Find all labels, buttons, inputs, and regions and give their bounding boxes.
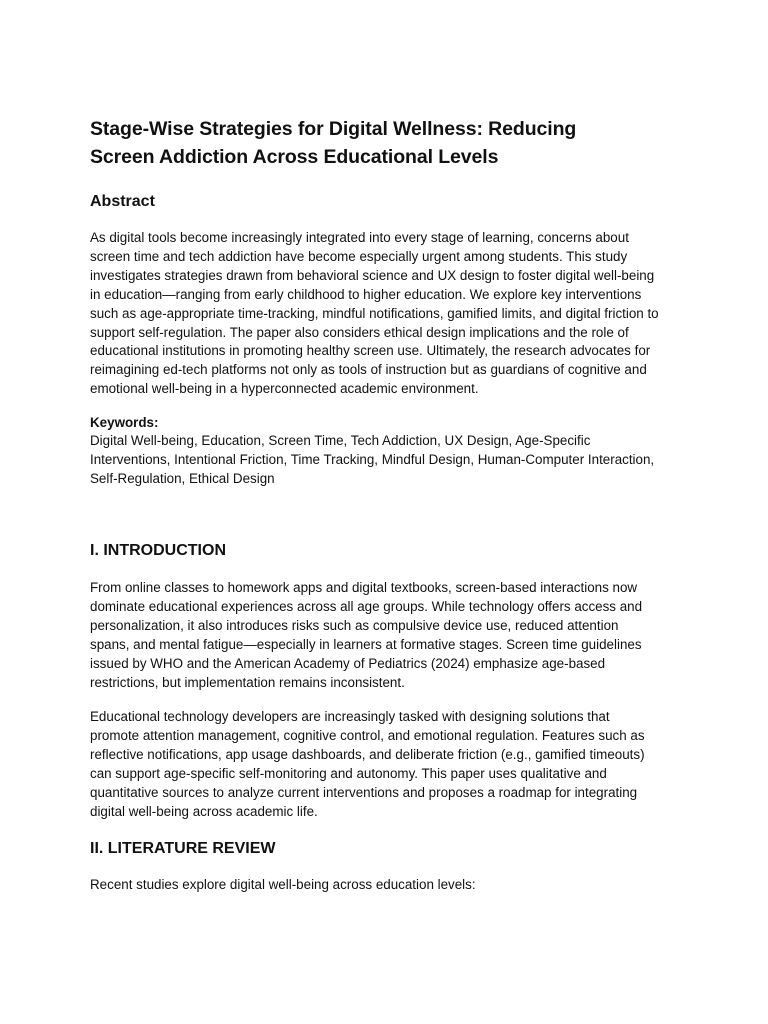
abstract-paragraph: As digital tools become increasingly integrated into every stage of learning, concerns about screen time and tech addiction have become especially urgent among students. This study investigates strategies drawn from behavioral science and UX design to foster digital well-being in education—ranging from early childhood to higher education. We explore key interventions such as age-appropriate time-tracking, mindful notifications, gamified limits, and digital friction to support self-regulation. The paper also considers ethical design implications and the role of educational institutions in promoting healthy screen use. Ultimately, the research advocates for reimagining ed-tech platforms not only as tools of instruction but as guardians of cognitive and emotional well-being in a hyperconnected academic environment. [90, 230, 659, 397]
paper-title [90, 115, 685, 171]
keywords-label: Keywords: [90, 415, 159, 430]
keywords-text: Digital Well-being, Education, Screen Time, Tech Addiction, UX Design, Age-Specific Interventions, Intentional Friction, Time Tracking, Mindful Design, Human-Computer Interaction, Self-Regulation, Ethical Design [90, 433, 655, 486]
abstract-heading: Abstract [90, 193, 155, 210]
paper-title-line-2: Screen Addiction Across Educational Levels [90, 146, 499, 168]
introduction-heading: I. INTRODUCTION [90, 542, 226, 559]
introduction-paragraph-2: Educational technology developers are increasingly tasked with designing solutions that promote attention management, cognitive control, and emotional regulation. Features such as reflective notifications, app usage dashboards, and deliberate friction (e.g., gamified timeouts) can support age-specific self-monitoring and autonomy. This paper uses qualitative and quantitative sources to analyze current interventions and proposes a roadmap for integrating digital well-being across academic life. [90, 709, 645, 819]
literature-review-paragraph-1: Recent studies explore digital well-being across education levels: [90, 877, 476, 892]
paper-title-line-1: Stage-Wise Strategies for Digital Wellness: Reducing [90, 118, 577, 140]
document-page [90, 115, 685, 892]
introduction-paragraph-1: From online classes to homework apps and digital textbooks, screen-based interactions now dominate educational experiences across all age groups. While technology offers access and personalization, it also introduces risks such as compulsive device use, reduced attention spans, and mental fatigue—especially in learners at formative stages. Screen time guidelines issued by WHO and the American Academy of Pediatrics (2024) emphasize age-based restrictions, but implementation remains inconsistent. [90, 580, 643, 690]
literature-review-heading: II. LITERATURE REVIEW [90, 840, 276, 857]
